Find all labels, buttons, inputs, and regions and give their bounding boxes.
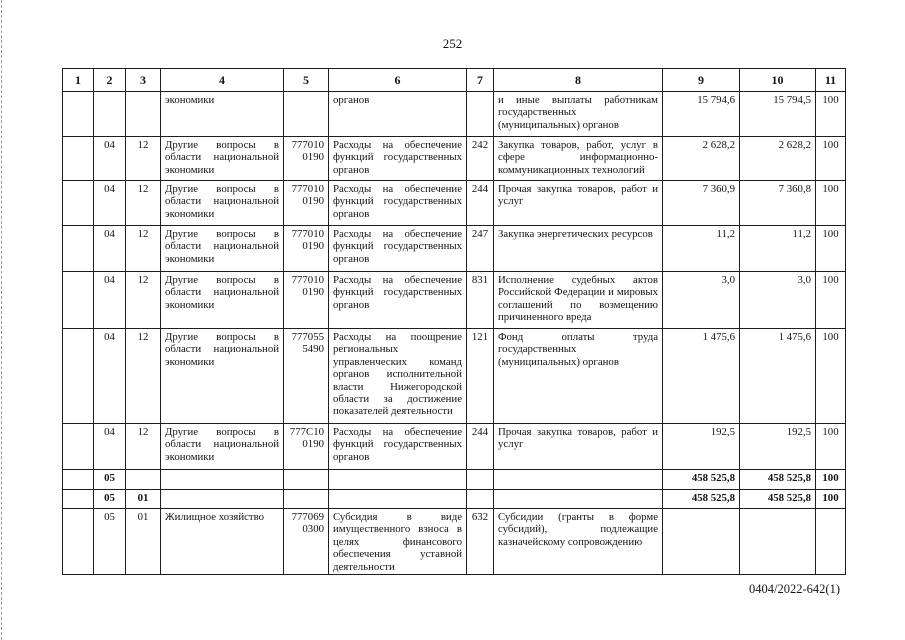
expense-type-code-cell: [467, 470, 494, 490]
target-name-cell: Расходы на обеспечение функций государственных органов: [329, 226, 467, 272]
expense-type-code-cell: 244: [467, 424, 494, 470]
section-code-cell: 04: [94, 329, 126, 424]
subsection-name-cell: [161, 470, 284, 490]
col1-cell: [63, 181, 94, 226]
target-code-cell: 777010 0190: [284, 226, 329, 272]
percent-cell: 100: [816, 490, 846, 509]
scan-edge-mark: [1, 0, 2, 640]
target-code-cell: [284, 92, 329, 137]
table-row: [63, 329, 846, 424]
section-code-cell: [94, 92, 126, 137]
subsection-name-cell: Другие вопросы в области национальной экономики: [161, 137, 284, 181]
amount-cell: 192,5: [740, 424, 816, 470]
section-code-cell: 04: [94, 226, 126, 272]
col1-cell: [63, 490, 94, 509]
amount-cell: 1 475,6: [663, 329, 740, 424]
expense-type-code-cell: 632: [467, 509, 494, 575]
percent-cell: 100: [816, 424, 846, 470]
percent-cell: 100: [816, 181, 846, 226]
target-code-cell: [284, 470, 329, 490]
table-row: [63, 509, 846, 575]
amount-cell: 15 794,5: [740, 92, 816, 137]
target-name-cell: Расходы на обеспечение функций государственных органов: [329, 181, 467, 226]
amount-cell: 458 525,8: [663, 490, 740, 509]
expense-type-name-cell: Прочая закупка товаров, работ и услуг: [494, 424, 663, 470]
section-total-row: [63, 470, 846, 490]
section-code-cell: 05: [94, 509, 126, 575]
percent-cell: 100: [816, 226, 846, 272]
table-row: [63, 226, 846, 272]
col1-cell: [63, 92, 94, 137]
subsection-name-cell: Другие вопросы в области национальной экономики: [161, 424, 284, 470]
target-code-cell: 777С10 0190: [284, 424, 329, 470]
col1-cell: [63, 226, 94, 272]
table-row: [63, 137, 846, 181]
section-code-cell: 04: [94, 137, 126, 181]
target-code-cell: 777010 0190: [284, 272, 329, 329]
subsection-name-cell: Другие вопросы в области национальной экономики: [161, 226, 284, 272]
column-header: 3: [126, 69, 161, 92]
amount-cell: 458 525,8: [740, 490, 816, 509]
target-name-cell: Расходы на обеспечение функций государственных органов: [329, 272, 467, 329]
subsection-name-cell: экономики: [161, 92, 284, 137]
expense-type-code-cell: [467, 92, 494, 137]
column-header: 7: [467, 69, 494, 92]
target-name-cell: Расходы на обеспечение функций государственных органов: [329, 424, 467, 470]
amount-cell: 2 628,2: [663, 137, 740, 181]
col1-cell: [63, 329, 94, 424]
table-row: [63, 424, 846, 470]
expense-type-code-cell: 242: [467, 137, 494, 181]
document-code: 0404/2022-642(1): [749, 582, 840, 596]
amount-cell: 7 360,8: [740, 181, 816, 226]
expense-type-code-cell: [467, 490, 494, 509]
target-name-cell: Расходы на поощрение региональных управленческих команд органов исполнительной власти Нижегородской области за достижение показателей деятельности: [329, 329, 467, 424]
expense-type-name-cell: Исполнение судебных актов Российской Федерации и мировых соглашений по возмещению причиненного вреда: [494, 272, 663, 329]
expense-type-code-cell: 244: [467, 181, 494, 226]
target-code-cell: 777010 0190: [284, 137, 329, 181]
section-code-cell: 05: [94, 470, 126, 490]
col1-cell: [63, 137, 94, 181]
column-header: 1: [63, 69, 94, 92]
subsection-name-cell: Другие вопросы в области национальной экономики: [161, 181, 284, 226]
percent-cell: 100: [816, 92, 846, 137]
target-code-cell: [284, 490, 329, 509]
section-code-cell: 04: [94, 181, 126, 226]
amount-cell: [740, 509, 816, 575]
column-header: 10: [740, 69, 816, 92]
amount-cell: 3,0: [663, 272, 740, 329]
column-header: 2: [94, 69, 126, 92]
col1-cell: [63, 470, 94, 490]
target-name-cell: Субсидия в виде имущественного взноса в целях финансового обеспечения уставной деятельности: [329, 509, 467, 575]
subsection-code-cell: 01: [126, 509, 161, 575]
subsection-name-cell: Другие вопросы в области национальной экономики: [161, 329, 284, 424]
column-header: 4: [161, 69, 284, 92]
subsection-code-cell: 12: [126, 181, 161, 226]
amount-cell: 15 794,6: [663, 92, 740, 137]
subsection-code-cell: 01: [126, 490, 161, 509]
amount-cell: 1 475,6: [740, 329, 816, 424]
table-row: [63, 92, 846, 137]
table-row: [63, 181, 846, 226]
column-header: 9: [663, 69, 740, 92]
expense-type-name-cell: Закупка товаров, работ, услуг в сфере информационно-коммуникационных технологий: [494, 137, 663, 181]
amount-cell: 11,2: [740, 226, 816, 272]
col1-cell: [63, 424, 94, 470]
expense-type-name-cell: Фонд оплаты труда государственных (муниципальных) органов: [494, 329, 663, 424]
percent-cell: 100: [816, 137, 846, 181]
expense-type-code-cell: 121: [467, 329, 494, 424]
target-name-cell: органов: [329, 92, 467, 137]
target-code-cell: 777010 0190: [284, 181, 329, 226]
table-row: [63, 272, 846, 329]
subsection-code-cell: 12: [126, 137, 161, 181]
expense-type-name-cell: Субсидии (гранты в форме субсидий), подлежащие казначейскому сопровождению: [494, 509, 663, 575]
target-name-cell: [329, 490, 467, 509]
expense-type-name-cell: [494, 490, 663, 509]
col1-cell: [63, 272, 94, 329]
target-name-cell: [329, 470, 467, 490]
subsection-code-cell: 12: [126, 226, 161, 272]
subsection-total-row: [63, 490, 846, 509]
percent-cell: 100: [816, 272, 846, 329]
amount-cell: 458 525,8: [663, 470, 740, 490]
amount-cell: 2 628,2: [740, 137, 816, 181]
column-header: 6: [329, 69, 467, 92]
subsection-code-cell: 12: [126, 424, 161, 470]
percent-cell: 100: [816, 470, 846, 490]
amount-cell: [663, 509, 740, 575]
table-header-row: [63, 69, 846, 92]
section-code-cell: 04: [94, 272, 126, 329]
expense-type-name-cell: Закупка энергетических ресурсов: [494, 226, 663, 272]
subsection-code-cell: 12: [126, 272, 161, 329]
expense-type-name-cell: и иные выплаты работникам государственных (муниципальных) органов: [494, 92, 663, 137]
percent-cell: [816, 509, 846, 575]
expense-type-code-cell: 831: [467, 272, 494, 329]
amount-cell: 11,2: [663, 226, 740, 272]
amount-cell: 458 525,8: [740, 470, 816, 490]
section-code-cell: 04: [94, 424, 126, 470]
column-header: 5: [284, 69, 329, 92]
target-code-cell: 777055 5490: [284, 329, 329, 424]
col1-cell: [63, 509, 94, 575]
column-header: 8: [494, 69, 663, 92]
expense-type-name-cell: Прочая закупка товаров, работ и услуг: [494, 181, 663, 226]
section-code-cell: 05: [94, 490, 126, 509]
expense-type-code-cell: 247: [467, 226, 494, 272]
amount-cell: 192,5: [663, 424, 740, 470]
amount-cell: 7 360,9: [663, 181, 740, 226]
column-header: 11: [816, 69, 846, 92]
target-code-cell: 777069 0300: [284, 509, 329, 575]
page-number: 252: [442, 36, 463, 51]
subsection-name-cell: Жилищное хозяйство: [161, 509, 284, 575]
subsection-code-cell: [126, 470, 161, 490]
subsection-name-cell: Другие вопросы в области национальной экономики: [161, 272, 284, 329]
target-name-cell: Расходы на обеспечение функций государственных органов: [329, 137, 467, 181]
subsection-code-cell: [126, 92, 161, 137]
budget-table: [62, 68, 846, 575]
subsection-name-cell: [161, 490, 284, 509]
subsection-code-cell: 12: [126, 329, 161, 424]
percent-cell: 100: [816, 329, 846, 424]
expense-type-name-cell: [494, 470, 663, 490]
amount-cell: 3,0: [740, 272, 816, 329]
